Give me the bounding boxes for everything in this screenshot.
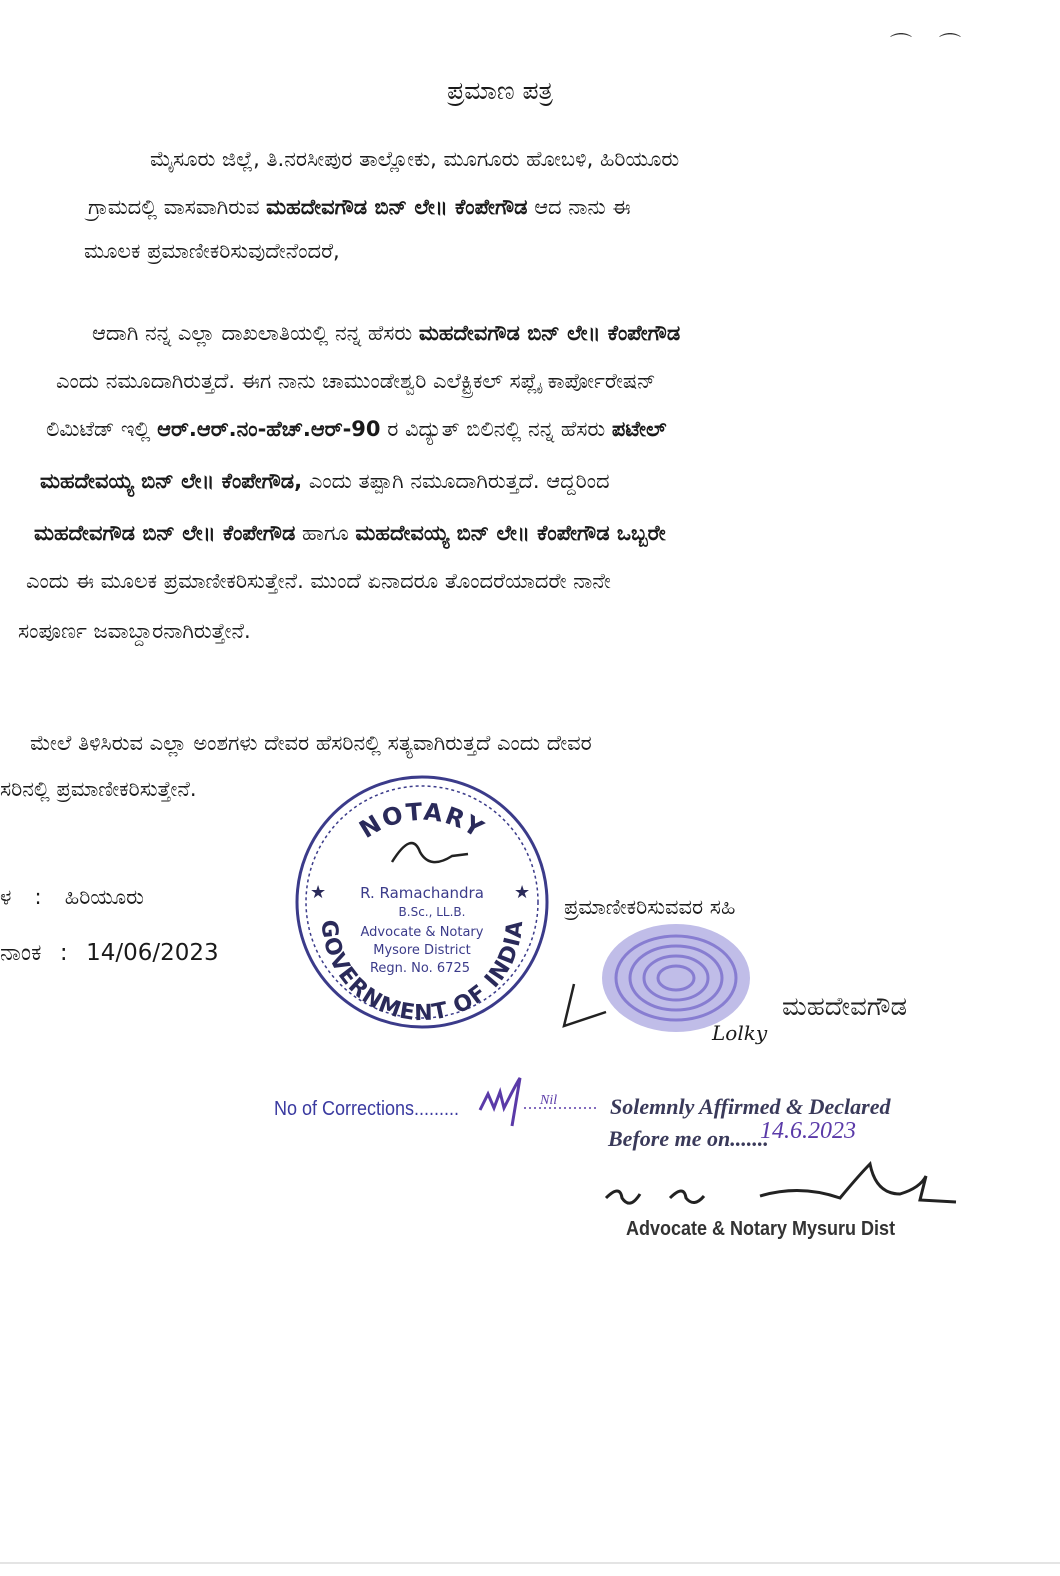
corner-mark: ⌒ ⌒	[890, 33, 971, 58]
affirm-date: 14.6.2023	[760, 1118, 856, 1144]
para2-line4	[40, 466, 610, 496]
document-title: ಪ್ರಮಾಣ ಪತ್ರ	[447, 76, 553, 105]
seal-line-3: Advocate & Notary	[360, 925, 484, 940]
para2-line6: ಎಂದು ಈ ಮೂಲಕ ಪ್ರಮಾಣೀಕರಿಸುತ್ತೇನೆ. ಮುಂದೆ ಏನಾದರೂ ತೊಂದರೆಯಾದರೇ ನಾನೇ	[26, 569, 611, 593]
place-value: ಹಿರಿಯೂರು	[64, 885, 144, 909]
affirm-line-2: Before me on.......	[608, 1126, 769, 1151]
notary-signature	[600, 1154, 960, 1214]
place-row	[0, 882, 144, 912]
deponent-signature-latin: Lolky	[712, 1021, 768, 1045]
seal-line-1: R. Ramachandra	[360, 884, 484, 902]
seal-line-4: Mysore District	[373, 943, 471, 958]
para2-line5-a: ಮಹದೇವಗೌಡ ಬಿನ್ ಲೇ॥ ಕೆಂಪೇಗೌಡ	[34, 521, 296, 545]
date-sep: :	[59, 940, 68, 966]
para2-line3-d: ಪಟೇಲ್	[611, 417, 667, 441]
para2-line5	[34, 518, 666, 548]
bottom-rule	[0, 1562, 1060, 1564]
para2-line1-a: ಆದಾಗಿ ನನ್ನ ಎಲ್ಲಾ ದಾಖಲಾತಿಯಲ್ಲಿ ನನ್ನ ಹೆಸರು	[92, 321, 419, 345]
para1-line2	[88, 192, 631, 222]
para3-line1: ಮೇಲೆ ತಿಳಿಸಿರುವ ಎಲ್ಲಾ ಅಂಶಗಳು ದೇವರ ಹೆಸರಿನಲ್ಲಿ ಸತ್ಯವಾಗಿರುತ್ತದೆ ಎಂದು ದೇವರ	[30, 731, 592, 755]
date-row	[0, 938, 219, 968]
date-value: 14/06/2023	[86, 940, 219, 966]
para2-line1	[92, 318, 680, 348]
para2-line3-a: ಲಿಮಿಟೆಡ್ ಇಲ್ಲಿ	[46, 417, 158, 441]
notary-seal	[292, 770, 552, 1032]
seal-top-text: NOTARY	[354, 797, 490, 845]
seal-line-5: Regn. No. 6725	[369, 961, 471, 976]
para2-line4-b: ಎಂದು ತಪ್ಪಾಗಿ ನಮೂದಾಗಿರುತ್ತದೆ. ಆದ್ದರಿಂದ	[302, 469, 610, 493]
para2-line7: ಸಂಪೂರ್ಣ ಜವಾಬ್ದಾರನಾಗಿರುತ್ತೇನೆ.	[18, 619, 251, 643]
para1-line2-c: ಆದ ನಾನು ಈ	[527, 195, 631, 219]
wrong-name: ಮಹದೇವಯ್ಯ ಬಿನ್ ಲೇ॥ ಕೆಂಪೇಗೌಡ,	[40, 469, 303, 493]
para1-line2-a: ಗ್ರಾಮದಲ್ಲಿ ವಾಸವಾಗಿರುವ	[88, 195, 267, 219]
corrections-nil-mark	[470, 1074, 600, 1134]
name-mahadevagowda: ಮಹದೇವಗೌಡ ಬಿನ್ ಲೇ॥ ಕೆಂಪೇಗೌಡ	[266, 195, 528, 219]
rr-number: ಆರ್.ಆರ್.ನಂ-ಹೆಚ್.ಆರ್-90	[157, 417, 381, 441]
corrections-label: No of Corrections.........	[274, 1098, 460, 1120]
seal-signature	[392, 843, 468, 862]
para2-line3	[46, 414, 666, 444]
para2-line1-name: ಮಹದೇವಗೌಡ ಬಿನ್ ಲೇ॥ ಕೆಂಪೇಗೌಡ	[418, 321, 681, 345]
para2-line5-b: ಹಾಗೂ	[295, 521, 356, 545]
place-label: ಳ	[0, 885, 12, 909]
place-sep: :	[34, 885, 42, 909]
para2-line2: ಎಂದು ನಮೂದಾಗಿರುತ್ತದೆ. ಈಗ ನಾನು ಚಾಮುಂಡೇಶ್ವರಿ ಎಲೆಕ್ಟ್ರಿಕಲ್ ಸಪ್ಲೈ ಕಾರ್ಪೋರೇಷನ್	[56, 369, 656, 393]
date-label: ನಾಂಕ	[0, 940, 42, 966]
corrections-value: Nil	[540, 1093, 558, 1108]
seal-line-2: B.Sc., LL.B.	[398, 905, 466, 919]
para1-line3: ಮೂಲಕ ಪ್ರಮಾಣೀಕರಿಸುವುದೇನೆಂದರೆ,	[84, 239, 340, 263]
para2-line5-c: ಮಹದೇವಯ್ಯ ಬಿನ್ ಲೇ॥ ಕೆಂಪೇಗೌಡ ಒಬ್ಬರೇ	[355, 521, 666, 545]
signatory-label: ಪ್ರಮಾಣೀಕರಿಸುವವರ ಸಹಿ	[564, 895, 736, 919]
para3-line2: ಸರಿನಲ್ಲಿ ಪ್ರಮಾಣೀಕರಿಸುತ್ತೇನೆ.	[0, 777, 197, 801]
affirm-line-1: Solemnly Affirmed & Declared	[610, 1094, 891, 1119]
para1-line1: ಮೈಸೂರು ಜಿಲ್ಲೆ, ತಿ.ನರಸೀಪುರ ತಾಲ್ಲೋಕು, ಮೂಗೂರು ಹೋಬಳಿ, ಹಿರಿಯೂರು	[150, 147, 680, 171]
deponent-signature-kannada: ಮಹದೇವಗೌಡ	[782, 992, 908, 1022]
para2-line3-c: ರ ವಿದ್ಯುತ್ ಬಿಲಿನಲ್ಲಿ ನನ್ನ ಹೆಸರು	[380, 417, 612, 441]
seal-bottom-text: GOVERNMENT OF INDIA	[315, 918, 529, 1027]
svg-text:★: ★	[310, 882, 327, 903]
svg-text:★: ★	[514, 882, 531, 903]
notary-designation: Advocate & Notary Mysuru Dist	[626, 1218, 896, 1240]
